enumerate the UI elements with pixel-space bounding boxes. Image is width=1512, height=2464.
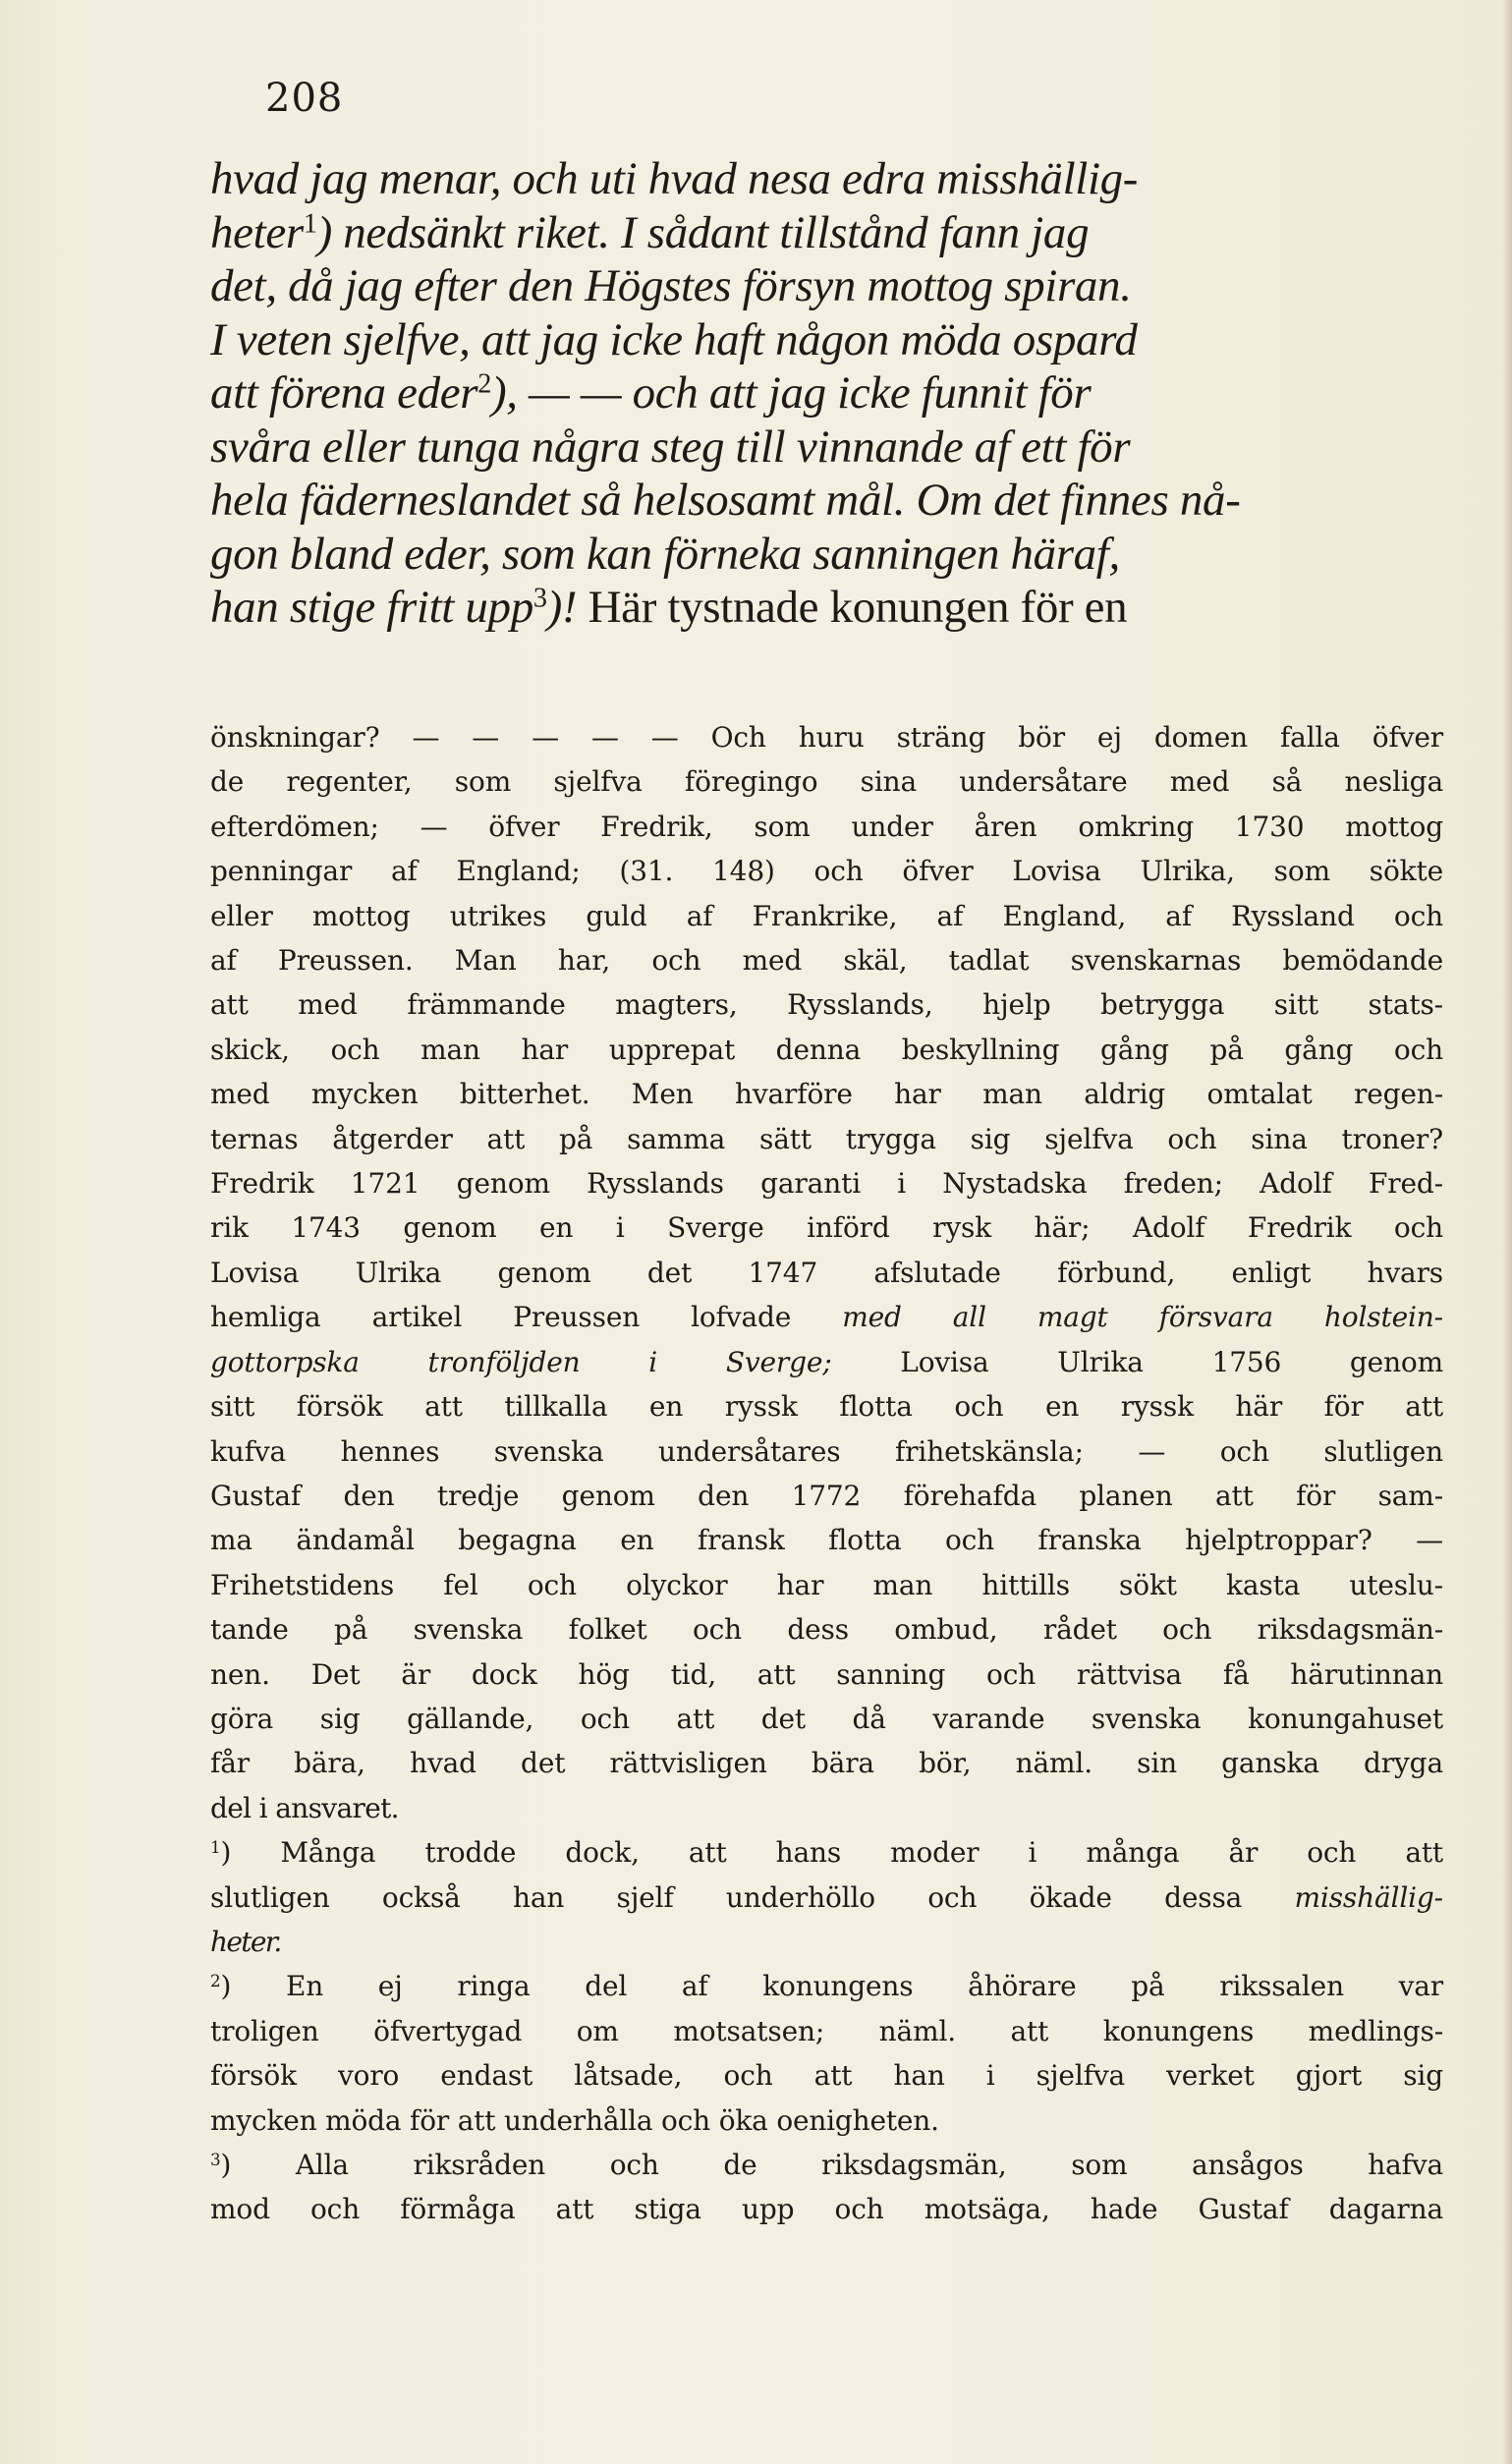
notes-block [210,715,1443,2232]
note-line [210,2009,1443,2053]
main-text-line [210,474,1438,528]
note-line [210,1384,1443,1428]
note-line [210,1251,1443,1295]
note-line [210,1205,1443,1250]
note-line [210,1429,1443,1474]
text-segment: ma ändamål begagna en fransk flotta och franska hjelptroppar? — [210,1524,1443,1557]
text-segment: hvad jag menar, och uti hvad nesa edra misshällig- [210,153,1139,204]
text-segment: rik 1743 genom en i Sverge införd rysk här; Adolf Fredrik och [210,1211,1443,1245]
note-line [210,1518,1443,1562]
text-segment: slutligen också han sjelf underhöllo och ökade dessa [210,1880,1295,1914]
text-segment: de regenter, som sjelfva föregingo sina undersåtare med så nesliga [210,765,1443,799]
text-segment: ), — — och att jag icke funnit för [490,367,1092,419]
main-text-line [210,313,1438,367]
text-segment: I veten sjelfve, att jag icke haft någon möda ospard [210,313,1138,365]
note-line [210,1563,1443,1607]
text-segment: gon bland eder, som kan förneka sanningen häraf, [210,528,1120,580]
footnote-marker: 3 [210,2149,221,2169]
text-segment: Fredrik 1721 genom Rysslands garanti i Nystadska freden; Adolf Fred- [210,1167,1443,1201]
main-text-line [210,366,1438,420]
text-segment: hemliga artikel Preussen lofvade [210,1301,843,1334]
note-line [210,938,1443,982]
page-number: 208 [265,76,344,121]
text-segment: får bära, hvad det rättvisligen bära bör, näml. sin ganska dryga [210,1747,1443,1780]
main-text-line [210,259,1438,313]
main-text-block [210,152,1438,635]
text-segment: skick, och man har upprepat denna beskyllning gång på gång och [210,1033,1443,1066]
text-segment: mycken möda för att underhålla och öka oenigheten. [210,2103,939,2137]
text-segment: Lovisa Ulrika 1756 genom [831,1345,1443,1378]
note-line [210,1161,1443,1205]
note-line [210,1876,1443,1920]
text-segment: med all magt försvara holstein- [842,1301,1443,1334]
footnote-marker: 3 [532,583,547,614]
text-segment: tande på svenska folket och dess ombud, rådet och riksdagsmän- [210,1613,1443,1647]
text-segment: del i ansvaret. [210,1791,399,1824]
text-segment: nen. Det är dock hög tid, att sanning och rättvisa få härutinnan [210,1657,1443,1691]
text-segment: ) Många trodde dock, att hans moder i många år och att [220,1836,1443,1870]
text-segment: troligen öfvertygad om motsatsen; näml. att konungens medlings- [210,2014,1443,2047]
note-line [210,759,1443,804]
text-segment: Gustaf den tredje genom den 1772 förehafda planen att för sam- [210,1479,1443,1512]
text-segment: kufva hennes svenska undersåtares frihetskänsla; — och slutligen [210,1434,1443,1468]
text-segment: efterdömen; — öfver Fredrik, som under åren omkring 1730 mottog [210,810,1443,843]
note-line [210,1786,1443,1830]
text-segment: försök voro endast låtsade, och att han i sjelfva verket gjort sig [210,2059,1443,2093]
note-line [210,849,1443,893]
text-segment: svåra eller tunga några steg till vinnande af ett för [210,420,1131,473]
text-segment: göra sig gällande, och att det då varande svenska konungahuset [210,1702,1443,1735]
footnote-marker: 1 [210,1836,221,1857]
main-text-line [210,206,1438,260]
text-segment: af Preussen. Man har, och med skäl, tadlat svenskarnas bemödande [210,944,1443,978]
text-segment: ternas åtgerder att på samma sätt trygga sig sjelfva och sina troner? [210,1122,1443,1155]
note-line [210,2143,1443,2187]
text-segment: han stige fritt upp [210,582,533,633]
text-segment: att med främmande magters, Rysslands, hjelp betrygga sitt stats- [210,988,1443,1022]
note-line [210,1830,1443,1875]
note-line [210,1697,1443,1741]
text-segment: ) Alla riksråden och de riksdagsmän, som ansågos hafva [220,2149,1443,2181]
footnote-marker: 1 [303,208,317,239]
text-segment: önskningar? — — — — — Och huru sträng bör ej domen falla öfver [210,721,1443,754]
text-segment: att förena eder [210,367,478,419]
note-line [210,2053,1443,2098]
text-segment: heter. [210,1925,281,1958]
text-segment: heter [210,206,304,258]
note-line [210,1295,1443,1339]
note-line [210,1072,1443,1116]
text-segment: Lovisa Ulrika genom det 1747 afslutade förbund, enligt hvars [210,1256,1443,1289]
main-text-line [210,581,1438,635]
note-line [210,805,1443,849]
text-segment: penningar af England; (31. 148) och öfver Lovisa Ulrika, som sökte [210,855,1443,888]
note-line [210,1607,1443,1652]
note-line [210,1741,1443,1785]
note-line [210,1964,1443,2008]
text-segment: ) En ej ringa del af konungens åhörare på rikssalen var [220,1970,1443,2003]
note-line [210,2187,1443,2231]
text-segment: Här tystnade konungen för en [588,582,1128,633]
text-segment: det, då jag efter den Högstes försyn mottog spiran. [210,260,1132,311]
footnote-marker: 2 [210,1971,221,1991]
main-text-line [210,152,1438,206]
note-line [210,1652,1443,1697]
note-line [210,2099,1443,2143]
text-segment: mod och förmåga att stiga upp och motsäga, hade Gustaf dagarna [210,2193,1443,2226]
text-segment: )! [546,582,588,633]
main-text-line [210,528,1438,582]
main-text-line [210,420,1438,475]
page-edge-shadow [1502,0,1512,2464]
text-segment: hela fäderneslandet så helsosamt mål. Om det finnes nå- [210,475,1241,526]
text-segment: eller mottog utrikes guld af Frankrike, af England, af Ryssland och [210,899,1443,932]
note-line [210,982,1443,1027]
text-segment: misshällig- [1294,1880,1443,1914]
text-segment: sitt försök att tillkalla en ryssk flotta och en ryssk här för att [210,1390,1443,1424]
note-line [210,1117,1443,1161]
note-line [210,1474,1443,1518]
note-line [210,894,1443,938]
text-segment: ) nedsänkt riket. I sådant tillstånd fann jag [316,206,1090,258]
note-line [210,1920,1443,1964]
footnote-marker: 2 [477,368,491,400]
note-line [210,715,1443,759]
note-line [210,1340,1443,1384]
text-segment: Frihetstidens fel och olyckor har man hittills sökt kasta uteslu- [210,1568,1443,1601]
note-line [210,1028,1443,1072]
text-segment: gottorpska tronföljden i Sverge; [210,1345,832,1378]
text-segment: med mycken bitterhet. Men hvarföre har man aldrig omtalat regen- [210,1078,1443,1111]
